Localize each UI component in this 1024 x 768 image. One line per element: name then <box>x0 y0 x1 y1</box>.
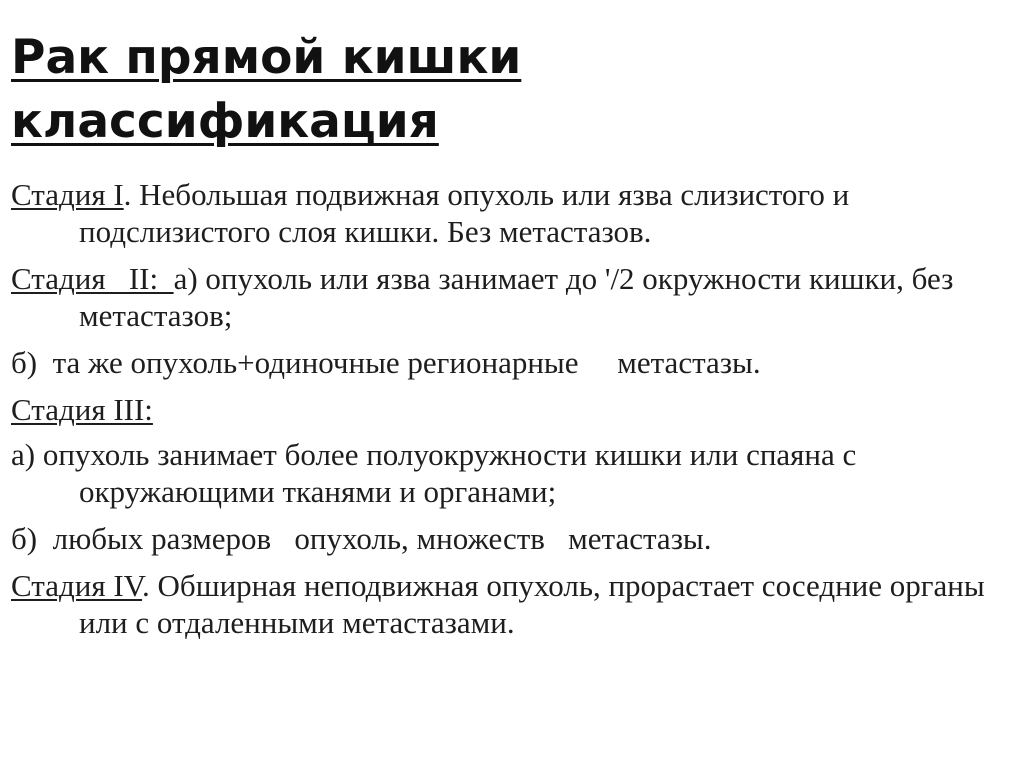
classification-body <box>11 176 1004 641</box>
title-line-2: классификация <box>11 94 439 149</box>
stage-2a-paragraph <box>11 260 1004 334</box>
stage-2-label: Стадия II: <box>11 261 174 296</box>
stage-2b-paragraph <box>11 344 1004 381</box>
stage-3b-text: б) любых размеров опухоль, множеств метастазы. <box>11 521 712 556</box>
page-title <box>11 26 1004 154</box>
title-line-1: Рак прямой кишки <box>11 30 522 85</box>
stage-3-heading <box>11 391 1004 428</box>
stage-2b-text: б) та же опухоль+одиночные регионарные метастазы. <box>11 345 761 380</box>
stage-1-paragraph <box>11 176 1004 250</box>
stage-3a-text: а) опухоль занимает более полуокружности кишки или спаяна с окружающими тканями и органами; <box>11 437 857 509</box>
stage-1-label: Стадия I <box>11 177 124 212</box>
stage-2a-text: а) опухоль или язва занимает до '/2 окружности кишки, без метастазов; <box>79 261 954 333</box>
stage-1-text: . Небольшая подвижная опухоль или язва слизистого и подслизистого слоя кишки. Без метастазов. <box>79 177 850 249</box>
stage-4-label: Стадия IV <box>11 568 143 603</box>
stage-3b-paragraph <box>11 520 1004 557</box>
stage-4-paragraph <box>11 567 1004 641</box>
stage-3-label: Стадия III: <box>11 392 153 427</box>
stage-4-text: . Обширная неподвижная опухоль, прорастает соседние органы или с отдаленными метастазами. <box>79 568 985 640</box>
stage-3a-paragraph <box>11 436 1004 510</box>
